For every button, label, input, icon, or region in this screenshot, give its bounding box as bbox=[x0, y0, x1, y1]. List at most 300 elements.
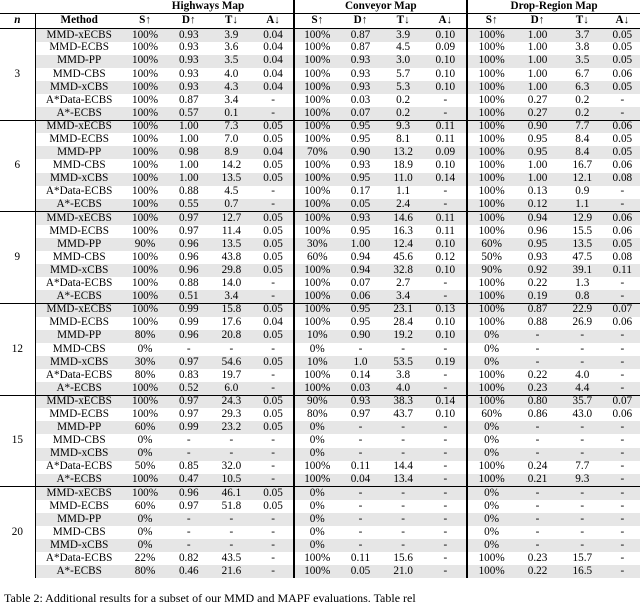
value-cell: 0.22 bbox=[527, 368, 548, 381]
value-cell: 6.3 bbox=[560, 81, 605, 94]
value-cell: 17.6 bbox=[221, 316, 242, 329]
value-cell: 0.99 bbox=[167, 421, 210, 434]
value-cell: 100% bbox=[123, 474, 168, 487]
table-row bbox=[0, 539, 640, 552]
value-cell: 100% bbox=[294, 42, 339, 55]
value-cell: - bbox=[401, 342, 405, 355]
method-cell: MMD-PP bbox=[35, 330, 122, 343]
table-row bbox=[0, 225, 640, 238]
value-cell: - bbox=[339, 513, 382, 526]
value-cell: 100% bbox=[294, 369, 339, 382]
value-cell: 100% bbox=[123, 487, 168, 500]
value-cell: 1.00 bbox=[178, 133, 199, 145]
value-cell: 4.4 bbox=[560, 382, 605, 395]
value-cell: - bbox=[253, 290, 295, 303]
value-cell: 0.10 bbox=[435, 67, 456, 80]
table-row bbox=[0, 173, 640, 186]
value-cell: - bbox=[560, 539, 605, 552]
value-cell: 3.4 bbox=[382, 290, 425, 303]
value-cell: 35.7 bbox=[560, 395, 605, 408]
value-cell: 18.9 bbox=[393, 159, 413, 172]
metric-header-d: D↑ bbox=[339, 14, 382, 29]
value-cell: 100% bbox=[294, 565, 339, 578]
value-cell: 0.04 bbox=[263, 316, 283, 329]
value-cell: 90% bbox=[467, 264, 515, 277]
map-header-drop-region: Drop-Region Map bbox=[467, 0, 640, 14]
value-cell: 0.96 bbox=[178, 251, 199, 263]
metric-header-t: T↓ bbox=[382, 14, 425, 29]
value-cell: 6.7 bbox=[575, 67, 590, 80]
method-cell: MMD-ECBS bbox=[49, 41, 109, 54]
value-cell: 0.04 bbox=[263, 41, 283, 54]
value-cell: 0.05 bbox=[605, 55, 640, 68]
value-cell: 0% bbox=[467, 513, 515, 526]
method-cell: MMD-CBS bbox=[52, 159, 106, 172]
value-cell: 0.11 bbox=[605, 264, 640, 277]
value-cell: 0.95 bbox=[339, 120, 382, 133]
value-cell: 100% bbox=[123, 199, 168, 212]
value-cell: 100% bbox=[131, 251, 159, 263]
value-cell: - bbox=[271, 368, 275, 381]
value-cell: 0.7 bbox=[210, 199, 253, 212]
value-cell: 1.00 bbox=[515, 55, 560, 68]
value-cell: 3.4 bbox=[224, 93, 239, 106]
value-cell: - bbox=[560, 513, 605, 526]
value-cell: 0.93 bbox=[339, 395, 382, 408]
value-cell: - bbox=[515, 539, 560, 552]
value-cell: 0.82 bbox=[178, 552, 199, 564]
table-row bbox=[0, 277, 640, 290]
map-header-conveyor: Conveyor Map bbox=[294, 0, 467, 14]
method-cell: MMD-ECBS bbox=[49, 224, 109, 237]
value-cell: 0.06 bbox=[612, 408, 633, 420]
value-cell: - bbox=[560, 356, 605, 369]
value-cell: - bbox=[253, 474, 295, 487]
value-cell: 0.10 bbox=[435, 408, 456, 420]
value-cell: 0.23 bbox=[515, 382, 560, 395]
metric-header-a: A↓ bbox=[605, 14, 640, 29]
value-cell: 0.95 bbox=[339, 303, 382, 316]
value-cell: - bbox=[443, 499, 448, 512]
group-n-cell: 3 bbox=[0, 29, 35, 121]
method-cell: MMD-PP bbox=[35, 421, 122, 434]
value-cell: 0.93 bbox=[339, 212, 382, 225]
value-cell: 0.22 bbox=[515, 565, 560, 578]
value-cell: 100% bbox=[467, 81, 515, 94]
value-cell: 0% bbox=[294, 343, 339, 356]
table-row bbox=[0, 395, 640, 408]
value-cell: 100% bbox=[467, 120, 515, 133]
value-cell: 24.3 bbox=[210, 395, 253, 408]
method-cell: MMD-CBS bbox=[52, 67, 106, 80]
table-row bbox=[0, 81, 640, 94]
group-n-cell: 9 bbox=[0, 212, 35, 304]
value-cell: - bbox=[515, 330, 560, 343]
value-cell: 100% bbox=[294, 81, 339, 94]
value-cell: 60% bbox=[467, 238, 515, 251]
value-cell: 100% bbox=[294, 303, 339, 316]
value-cell: 1.00 bbox=[515, 81, 560, 94]
value-cell: 21.0 bbox=[382, 565, 425, 578]
value-cell: - bbox=[443, 434, 448, 447]
value-cell: 0.05 bbox=[253, 421, 295, 434]
value-cell: 1.00 bbox=[339, 238, 382, 251]
value-cell: 0.04 bbox=[253, 29, 295, 42]
value-cell: 0% bbox=[294, 434, 339, 447]
value-cell: 8.1 bbox=[396, 133, 411, 145]
method-cell: MMD-PP bbox=[35, 513, 122, 526]
method-cell: MMD-ECBS bbox=[49, 499, 109, 512]
method-cell: A*-ECBS bbox=[35, 565, 122, 578]
value-cell: - bbox=[186, 434, 191, 447]
value-cell: 0% bbox=[294, 526, 339, 539]
value-cell: - bbox=[620, 93, 625, 106]
value-cell: 0.83 bbox=[178, 368, 199, 381]
value-cell: 100% bbox=[467, 133, 515, 146]
value-cell: - bbox=[605, 487, 640, 500]
value-cell: 100% bbox=[123, 303, 168, 316]
value-cell: 3.5 bbox=[560, 55, 605, 68]
table-row bbox=[0, 487, 640, 500]
value-cell: 0% bbox=[294, 448, 339, 461]
value-cell: 0.27 bbox=[515, 107, 560, 120]
value-cell: 0.05 bbox=[253, 212, 295, 225]
value-cell: 0.87 bbox=[339, 29, 382, 42]
value-cell: 0.04 bbox=[253, 55, 295, 68]
value-cell: 54.6 bbox=[210, 356, 253, 369]
map-header-row bbox=[0, 0, 640, 14]
method-cell: MMD-ECBS bbox=[49, 408, 109, 420]
value-cell: 0.14 bbox=[424, 173, 467, 186]
value-cell: - bbox=[186, 342, 191, 355]
value-cell: - bbox=[605, 448, 640, 461]
value-cell: 0% bbox=[294, 513, 339, 526]
value-cell: 100% bbox=[467, 474, 515, 487]
method-cell: MMD-xCBS bbox=[35, 173, 122, 186]
value-cell: 16.3 bbox=[393, 224, 413, 237]
value-cell: - bbox=[443, 368, 448, 381]
value-cell: 10% bbox=[294, 356, 339, 369]
value-cell: 0.05 bbox=[263, 251, 283, 263]
value-cell: 43.5 bbox=[221, 552, 242, 564]
value-cell: - bbox=[424, 539, 467, 552]
value-cell: 100% bbox=[123, 382, 168, 395]
value-cell: 13.5 bbox=[210, 238, 253, 251]
value-cell: 0.06 bbox=[612, 316, 633, 329]
value-cell: 13.2 bbox=[382, 146, 425, 159]
value-cell: 45.6 bbox=[393, 251, 413, 263]
table-row bbox=[0, 461, 640, 474]
value-cell: 100% bbox=[467, 107, 515, 120]
value-cell: 0% bbox=[467, 356, 515, 369]
table-row bbox=[0, 303, 640, 316]
value-cell: 0.97 bbox=[167, 395, 210, 408]
value-cell: 12.4 bbox=[382, 238, 425, 251]
value-cell: - bbox=[339, 448, 382, 461]
value-cell: 12.7 bbox=[210, 212, 253, 225]
value-cell: 30% bbox=[123, 356, 168, 369]
value-cell: 0.14 bbox=[350, 368, 371, 381]
value-cell: 14.6 bbox=[382, 212, 425, 225]
value-cell: 16.5 bbox=[560, 565, 605, 578]
value-cell: 0% bbox=[467, 330, 515, 343]
value-cell: 8.4 bbox=[560, 146, 605, 159]
value-cell: 8.4 bbox=[575, 133, 590, 145]
value-cell: 0.1 bbox=[210, 107, 253, 120]
value-cell: 22% bbox=[134, 552, 156, 564]
value-cell: 0.97 bbox=[178, 499, 199, 512]
value-cell: 0.05 bbox=[263, 408, 283, 420]
value-cell: - bbox=[424, 107, 467, 120]
value-cell: 14.2 bbox=[221, 159, 242, 172]
value-cell: 100% bbox=[467, 277, 515, 290]
value-cell: - bbox=[382, 539, 425, 552]
value-cell: - bbox=[535, 526, 540, 538]
value-cell: - bbox=[580, 526, 585, 538]
value-cell: 3.7 bbox=[560, 29, 605, 42]
method-cell: MMD-xCBS bbox=[35, 356, 122, 369]
value-cell: - bbox=[382, 487, 425, 500]
value-cell: - bbox=[443, 342, 448, 355]
value-cell: 0.12 bbox=[435, 251, 456, 263]
value-cell: 100% bbox=[131, 185, 159, 198]
value-cell: 4.5 bbox=[224, 185, 239, 198]
value-cell: 100% bbox=[467, 42, 515, 55]
value-cell: 7.7 bbox=[575, 460, 590, 473]
method-cell: A*-ECBS bbox=[35, 199, 122, 212]
value-cell: 23.2 bbox=[210, 421, 253, 434]
value-cell: 100% bbox=[294, 55, 339, 68]
metric-header-row bbox=[0, 14, 640, 29]
value-cell: 0.12 bbox=[515, 199, 560, 212]
value-cell: 22.9 bbox=[560, 303, 605, 316]
value-cell: - bbox=[605, 382, 640, 395]
table-row bbox=[0, 448, 640, 461]
value-cell: 100% bbox=[467, 55, 515, 68]
value-cell: 100% bbox=[467, 461, 515, 474]
value-cell: 0.05 bbox=[605, 146, 640, 159]
value-cell: - bbox=[253, 448, 295, 461]
value-cell: 90% bbox=[294, 395, 339, 408]
value-cell: 100% bbox=[294, 94, 339, 107]
value-cell: - bbox=[339, 539, 382, 552]
value-cell: - bbox=[605, 474, 640, 487]
value-cell: 30% bbox=[294, 238, 339, 251]
n-header: n bbox=[0, 14, 35, 29]
value-cell: 0.92 bbox=[515, 264, 560, 277]
value-cell: 0.94 bbox=[515, 212, 560, 225]
value-cell: 0.05 bbox=[263, 499, 283, 512]
method-cell: MMD-CBS bbox=[52, 251, 106, 263]
value-cell: 0% bbox=[123, 539, 168, 552]
method-cell: MMD-PP bbox=[35, 55, 122, 68]
value-cell: 28.4 bbox=[393, 316, 413, 329]
value-cell: 51.8 bbox=[221, 499, 242, 512]
value-cell: 100% bbox=[123, 107, 168, 120]
value-cell: 4.0 bbox=[382, 382, 425, 395]
value-cell: 100% bbox=[123, 395, 168, 408]
table-caption: Table 2: Additional results for a subset of our MMD and MAPF evaluations. Table rel bbox=[4, 591, 416, 605]
value-cell: 15.7 bbox=[572, 552, 593, 564]
value-cell: 0.05 bbox=[605, 238, 640, 251]
value-cell: - bbox=[401, 499, 405, 512]
value-cell: - bbox=[443, 93, 448, 106]
value-cell: 100% bbox=[131, 93, 159, 106]
value-cell: 100% bbox=[123, 120, 168, 133]
value-cell: 0.9 bbox=[575, 185, 590, 198]
value-cell: - bbox=[358, 499, 363, 512]
value-cell: 0.93 bbox=[350, 67, 371, 80]
value-cell: - bbox=[580, 342, 585, 355]
value-cell: 15.5 bbox=[572, 224, 593, 237]
value-cell: - bbox=[339, 421, 382, 434]
value-cell: 0.57 bbox=[167, 107, 210, 120]
value-cell: 0.94 bbox=[339, 264, 382, 277]
value-cell: 0.95 bbox=[339, 173, 382, 186]
value-cell: - bbox=[271, 277, 275, 290]
value-cell: 0.93 bbox=[167, 29, 210, 42]
value-cell: 0.03 bbox=[350, 93, 371, 106]
value-cell: 60% bbox=[294, 251, 339, 264]
value-cell: 16.7 bbox=[572, 159, 593, 172]
value-cell: 0.09 bbox=[435, 41, 456, 54]
value-cell: 0.05 bbox=[253, 120, 295, 133]
value-cell: - bbox=[253, 107, 295, 120]
value-cell: - bbox=[424, 487, 467, 500]
value-cell: - bbox=[424, 448, 467, 461]
value-cell: 7.0 bbox=[224, 133, 239, 145]
method-cell: MMD-xECBS bbox=[35, 303, 122, 316]
value-cell: 9.3 bbox=[560, 474, 605, 487]
value-cell: - bbox=[271, 93, 275, 106]
value-cell: 100% bbox=[467, 382, 515, 395]
value-cell: 100% bbox=[123, 173, 168, 186]
table-row bbox=[0, 408, 640, 421]
value-cell: 0.99 bbox=[178, 316, 199, 329]
method-cell: A*-ECBS bbox=[35, 474, 122, 487]
value-cell: 0.05 bbox=[605, 29, 640, 42]
value-cell: 0.93 bbox=[167, 81, 210, 94]
table-row bbox=[0, 94, 640, 107]
value-cell: 0.93 bbox=[350, 159, 371, 172]
value-cell: 3.8 bbox=[575, 41, 590, 54]
value-cell: 0.11 bbox=[424, 212, 467, 225]
value-cell: 53.5 bbox=[382, 356, 425, 369]
table-body bbox=[0, 29, 640, 579]
value-cell: - bbox=[620, 185, 625, 198]
value-cell: 0.05 bbox=[253, 330, 295, 343]
value-cell: 100% bbox=[467, 94, 515, 107]
value-cell: 0.05 bbox=[253, 238, 295, 251]
method-cell: A*Data-ECBS bbox=[45, 185, 113, 198]
value-cell: - bbox=[253, 565, 295, 578]
value-cell: 100% bbox=[467, 173, 515, 186]
value-cell: 0.95 bbox=[527, 133, 548, 145]
value-cell: 3.6 bbox=[224, 41, 239, 54]
value-cell: 0.52 bbox=[167, 382, 210, 395]
value-cell: 29.3 bbox=[221, 408, 242, 420]
value-cell: 0.09 bbox=[424, 146, 467, 159]
value-cell: 2.4 bbox=[382, 199, 425, 212]
metric-header-d: D↑ bbox=[515, 14, 560, 29]
value-cell: 14.0 bbox=[221, 277, 242, 290]
table-row bbox=[0, 133, 640, 146]
value-cell: 0.90 bbox=[339, 330, 382, 343]
value-cell: 0.13 bbox=[527, 185, 548, 198]
value-cell: 15.6 bbox=[393, 552, 413, 564]
value-cell: 0.95 bbox=[350, 224, 371, 237]
value-cell: 100% bbox=[123, 29, 168, 42]
value-cell: 11.0 bbox=[382, 173, 425, 186]
method-cell: A*-ECBS bbox=[35, 382, 122, 395]
value-cell: - bbox=[210, 513, 253, 526]
value-cell: 0.86 bbox=[527, 408, 548, 420]
value-cell: 46.1 bbox=[210, 487, 253, 500]
value-cell: - bbox=[443, 460, 448, 473]
value-cell: 0% bbox=[137, 342, 153, 355]
value-cell: 1.00 bbox=[527, 159, 548, 172]
value-cell: - bbox=[605, 565, 640, 578]
value-cell: 100% bbox=[123, 264, 168, 277]
value-cell: 0.88 bbox=[178, 185, 199, 198]
value-cell: 0% bbox=[467, 539, 515, 552]
value-cell: 100% bbox=[123, 146, 168, 159]
value-cell: 100% bbox=[123, 212, 168, 225]
value-cell: 0.99 bbox=[167, 303, 210, 316]
method-cell: MMD-ECBS bbox=[49, 133, 109, 145]
value-cell: 0.23 bbox=[527, 552, 548, 564]
value-cell: 100% bbox=[294, 212, 339, 225]
value-cell: 0.27 bbox=[527, 93, 548, 106]
value-cell: - bbox=[167, 539, 210, 552]
value-cell: 0.97 bbox=[167, 356, 210, 369]
value-cell: 1.3 bbox=[575, 277, 590, 290]
table-row bbox=[0, 474, 640, 487]
value-cell: 11.4 bbox=[221, 224, 241, 237]
value-cell: 100% bbox=[467, 303, 515, 316]
metric-header-d: D↑ bbox=[167, 14, 210, 29]
value-cell: 5.7 bbox=[396, 67, 411, 80]
metric-header-s: S↑ bbox=[123, 14, 168, 29]
value-cell: 100% bbox=[467, 186, 515, 199]
value-cell: 0.10 bbox=[424, 264, 467, 277]
method-cell: MMD-xECBS bbox=[35, 29, 122, 42]
value-cell: - bbox=[271, 460, 275, 473]
value-cell: 0.11 bbox=[424, 120, 467, 133]
value-cell: 100% bbox=[294, 133, 339, 146]
value-cell: 0.87 bbox=[515, 303, 560, 316]
value-cell: 1.0 bbox=[339, 356, 382, 369]
value-cell: 12.9 bbox=[560, 212, 605, 225]
value-cell: 0.97 bbox=[167, 212, 210, 225]
value-cell: 100% bbox=[294, 382, 339, 395]
table-row bbox=[0, 212, 640, 225]
value-cell: 100% bbox=[294, 199, 339, 212]
value-cell: 0.95 bbox=[350, 316, 371, 329]
value-cell: 6.0 bbox=[210, 382, 253, 395]
value-cell: 47.5 bbox=[572, 251, 593, 263]
value-cell: 4.0 bbox=[575, 368, 590, 381]
value-cell: 0.06 bbox=[612, 224, 633, 237]
method-cell: MMD-xCBS bbox=[35, 264, 122, 277]
value-cell: 100% bbox=[131, 67, 159, 80]
value-cell: 0.10 bbox=[424, 330, 467, 343]
metric-header-t: T↓ bbox=[560, 14, 605, 29]
value-cell: 3.5 bbox=[210, 55, 253, 68]
value-cell: 0.04 bbox=[263, 67, 283, 80]
method-cell: MMD-ECBS bbox=[49, 316, 109, 329]
value-cell: 0% bbox=[467, 487, 515, 500]
